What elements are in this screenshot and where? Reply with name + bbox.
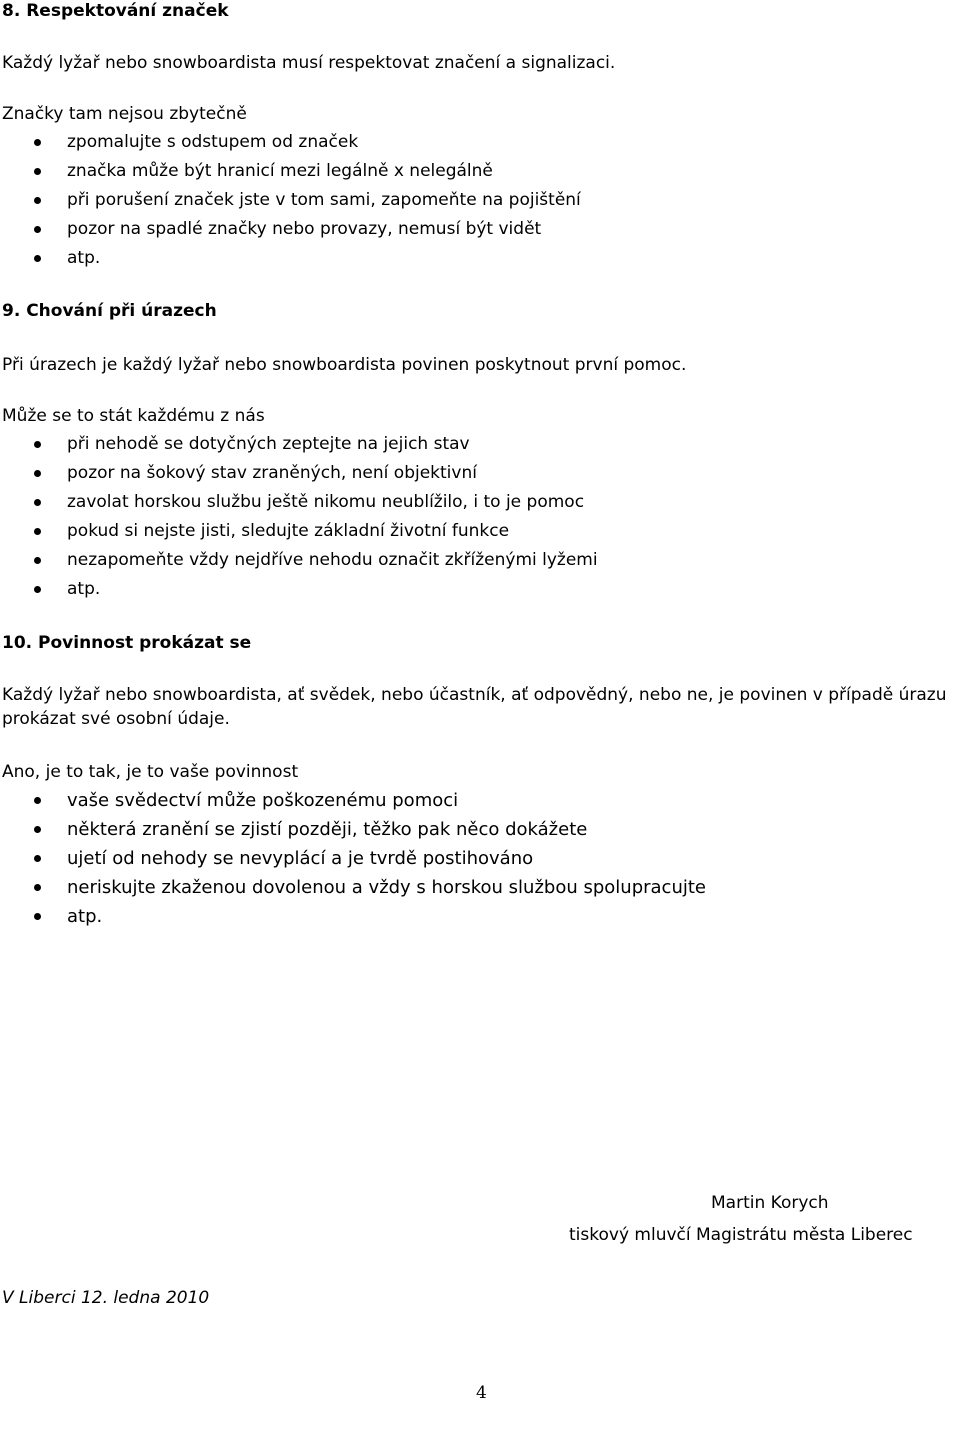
section-9-intro: Při úrazech je každý lyžař nebo snowboardista povinen poskytnout první pomoc. (2, 355, 687, 375)
list-item: pozor na spadlé značky nebo provazy, nemusí být vidět (0, 215, 581, 244)
section-10-intro-line2: prokázat své osobní údaje. (2, 709, 230, 729)
section-9-lead: Může se to stát každému z nás (2, 406, 265, 426)
list-item: při porušení značek jste v tom sami, zapomeňte na pojištění (0, 186, 581, 215)
bullet-icon (34, 586, 41, 593)
section-10-lead: Ano, je to tak, je to vaše povinnost (2, 762, 299, 782)
section-10-intro-line1: Každý lyžař nebo snowboardista, ať svědek, nebo účastník, ať odpovědný, nebo ne, je povinen v případě úrazu (2, 685, 947, 705)
list-item: vaše svědectví může poškozenému pomoci (0, 786, 706, 815)
list-item: nezapomeňte vždy nejdříve nehodu označit zkříženými lyžemi (0, 546, 598, 575)
list-item: zpomalujte s odstupem od značek (0, 128, 581, 157)
page-number: 4 (476, 1383, 487, 1403)
list-item: pokud si nejste jisti, sledujte základní životní funkce (0, 517, 598, 546)
signature-name: Martin Korych (711, 1193, 829, 1213)
signature-role: tiskový mluvčí Magistrátu města Liberec (569, 1225, 913, 1245)
list-item: při nehodě se dotyčných zeptejte na jejich stav (0, 430, 598, 459)
list-item: zavolat horskou službu ještě nikomu neublížilo, i to je pomoc (0, 488, 598, 517)
bullet-icon (34, 826, 41, 833)
section-8-title: 8. Respektování značek (2, 1, 229, 21)
list-item: značka může být hranicí mezi legálně x nelegálně (0, 157, 581, 186)
list-item: ujetí od nehody se nevyplácí a je tvrdě postihováno (0, 844, 706, 873)
bullet-icon (34, 255, 41, 262)
bullet-icon (34, 499, 41, 506)
section-10-title: 10. Povinnost prokázat se (2, 633, 252, 653)
bullet-icon (34, 139, 41, 146)
bullet-icon (34, 528, 41, 535)
section-10-list (0, 786, 706, 931)
section-8-lead: Značky tam nejsou zbytečně (2, 104, 247, 124)
bullet-icon (34, 168, 41, 175)
bullet-icon (34, 226, 41, 233)
list-item: některá zranění se zjistí později, těžko pak něco dokážete (0, 815, 706, 844)
list-item: atp. (0, 244, 581, 273)
section-9-list (0, 430, 598, 604)
list-item: atp. (0, 575, 598, 604)
bullet-icon (34, 197, 41, 204)
list-item: neriskujte zkaženou dovolenou a vždy s horskou službou spolupracujte (0, 873, 706, 902)
bullet-icon (34, 913, 41, 920)
section-8-intro: Každý lyžař nebo snowboardista musí respektovat značení a signalizaci. (2, 53, 616, 73)
list-item: atp. (0, 902, 706, 931)
document-date: V Liberci 12. ledna 2010 (2, 1288, 210, 1308)
bullet-icon (34, 855, 41, 862)
bullet-icon (34, 557, 41, 564)
bullet-icon (34, 470, 41, 477)
list-item: pozor na šokový stav zraněných, není objektivní (0, 459, 598, 488)
section-9-title: 9. Chování při úrazech (2, 301, 217, 321)
section-8-list (0, 128, 581, 273)
bullet-icon (34, 884, 41, 891)
bullet-icon (34, 797, 41, 804)
bullet-icon (34, 441, 41, 448)
